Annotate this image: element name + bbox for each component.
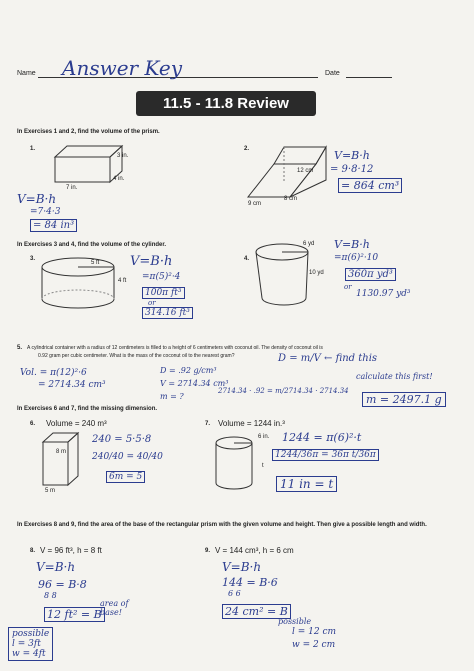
section-heading-3: In Exercises 6 and 7, find the missing dimension. [17,406,158,412]
ex5-given-1: D = .92 g/cm³ [160,366,217,375]
name-label: Name [17,70,36,77]
ex5-text-2: 0.92 gram per cubic centimeter. What is the mass of the coconut oil to the nearest gram? [38,353,235,359]
ex2-depth: 8 cm [284,196,298,202]
ex8-possible-l: l = 3ft [12,639,41,649]
ex6-work-1: 240 = 5·5·8 [92,434,152,445]
ex3-number: 3. [30,256,36,262]
ex3-work-2: =π(5)²·4 [142,272,181,282]
prism-figure-1 [35,142,125,192]
ex8-work-1: V=B·h [36,560,76,574]
prism-figure-6 [40,430,90,490]
section-heading-2: In Exercises 3 and 4, find the volume of the cylinder. [17,242,167,248]
ex8-number: 8. [30,548,36,554]
cylinder-figure-7 [212,435,262,495]
ex3-work-1: V=B·h [130,254,173,269]
name-value: Answer Key [62,56,182,80]
page-title: 11.5 - 11.8 Review [136,91,316,116]
ex9-work-2: 144 = B·6 [222,576,278,589]
ex6-prompt: Volume = 240 m³ [46,419,107,428]
ex4-or: or [344,283,352,291]
ex8-possible-label: possible [12,629,50,639]
ex1-work-1: V=B·h [17,192,57,206]
cylinder-figure-3 [40,255,120,315]
ex7-height: t [262,463,264,469]
ex6-height: 8 m [56,449,67,455]
ex7-prompt: Volume = 1244 in.³ [218,419,285,428]
ex9-work-1: V=B·h [222,560,262,574]
ex5-note: calculate this first! [356,372,433,381]
ex2-work-1: V=B·h [334,149,370,162]
ex2-answer: = 864 cm³ [338,178,402,193]
ex5-text-1: A cylindrical container with a radius of 12 centimeters is filled to a height of 6 centimeters with coconut oil. The density of coconut oil is [27,345,323,351]
ex6-number: 6. [30,421,36,427]
ex8-work-3: 8 8 [44,591,57,600]
ex9-answer: 24 cm² = B [222,604,291,619]
ex5-vol-2: = 2714.34 cm³ [38,380,106,390]
ex8-work-2: 96 = B·8 [38,578,87,591]
ex9-possible-w: w = 2 cm [292,640,336,650]
date-label: Date [325,70,340,77]
ex7-work-2: 1244/36π = 36π t/36π [272,449,379,461]
cylinder-figure-4 [252,241,315,312]
ex9-possible-label: possible [278,617,312,626]
ex3-answer-1: 100π ft³ [142,287,185,299]
ex9-possible-l: l = 12 cm [292,627,337,637]
ex1-width: 7 in. [66,185,78,191]
ex1-number: 1. [30,146,36,152]
ex8-prompt: V = 96 ft³, h = 8 ft [40,546,102,555]
ex4-height: 10 yd [309,270,324,276]
ex5-vol-1: Vol. = π(12)²·6 [20,368,87,378]
ex4-radius: 6 yd [303,241,315,247]
ex4-number: 4. [244,256,250,262]
ex8-note: area of base! [100,599,129,617]
ex7-radius: 6 in. [258,434,270,440]
ex2-work-2: = 9·8·12 [330,164,374,175]
section-heading-4: In Exercises 8 and 9, find the area of the base of the rectangular prism with the given volume and height. Then give a possible length and width. [17,522,427,528]
ex6-answer: 6m = 5 [106,471,145,483]
ex5-density-formula: D = m/V ← find this [278,353,378,364]
date-line [346,77,392,78]
ex2-width: 9 cm [248,201,262,207]
ex4-work-1: V=B·h [334,238,370,251]
ex5-given-3: m = ? [160,392,184,401]
ex6-width: 5 m [45,488,56,494]
ex1-answer: = 84 in³ [30,219,77,232]
ex5-number: 5. [17,345,23,351]
ex5-given-2: V = 2714.34 cm³ [160,379,229,388]
ex7-work-1: 1244 = π(6)²·t [282,431,362,444]
ex3-or: or [148,299,156,307]
ex9-number: 9. [205,548,211,554]
ex7-number: 7. [205,421,211,427]
ex2-height: 12 cm [297,168,314,174]
section-heading-1: In Exercises 1 and 2, find the volume of the prism. [17,129,160,135]
ex8-possible [8,627,53,661]
ex4-work-2: =π(6)²·10 [334,253,379,263]
ex1-work-2: =7·4·3 [30,207,61,217]
ex5-solve: 2714.34 · .92 = m/2714.34 · 2714.34 [218,387,349,395]
prism-figure-2 [238,142,328,202]
ex8-answer: 12 ft² = B [44,607,105,622]
ex9-work-3: 6 6 [228,589,241,598]
ex4-answer-2: 1130.97 yd³ [356,289,411,299]
ex3-answer-2: 314.16 ft³ [142,307,193,319]
ex1-depth: 4 in. [113,176,125,182]
ex6-work-2: 240/40 = 40/40 [92,452,163,462]
ex5-answer: m = 2497.1 g [362,392,446,407]
ex7-answer: 11 in = t [276,476,337,492]
ex1-height: 3 in. [117,153,129,159]
ex3-radius: 5 ft [91,260,100,266]
ex2-number: 2. [244,146,250,152]
ex4-answer-1: 360π yd³ [345,268,396,281]
ex9-prompt: V = 144 cm³, h = 6 cm [215,546,294,555]
ex8-possible-w: w = 4ft [12,649,46,659]
ex3-height: 4 ft [118,278,127,284]
